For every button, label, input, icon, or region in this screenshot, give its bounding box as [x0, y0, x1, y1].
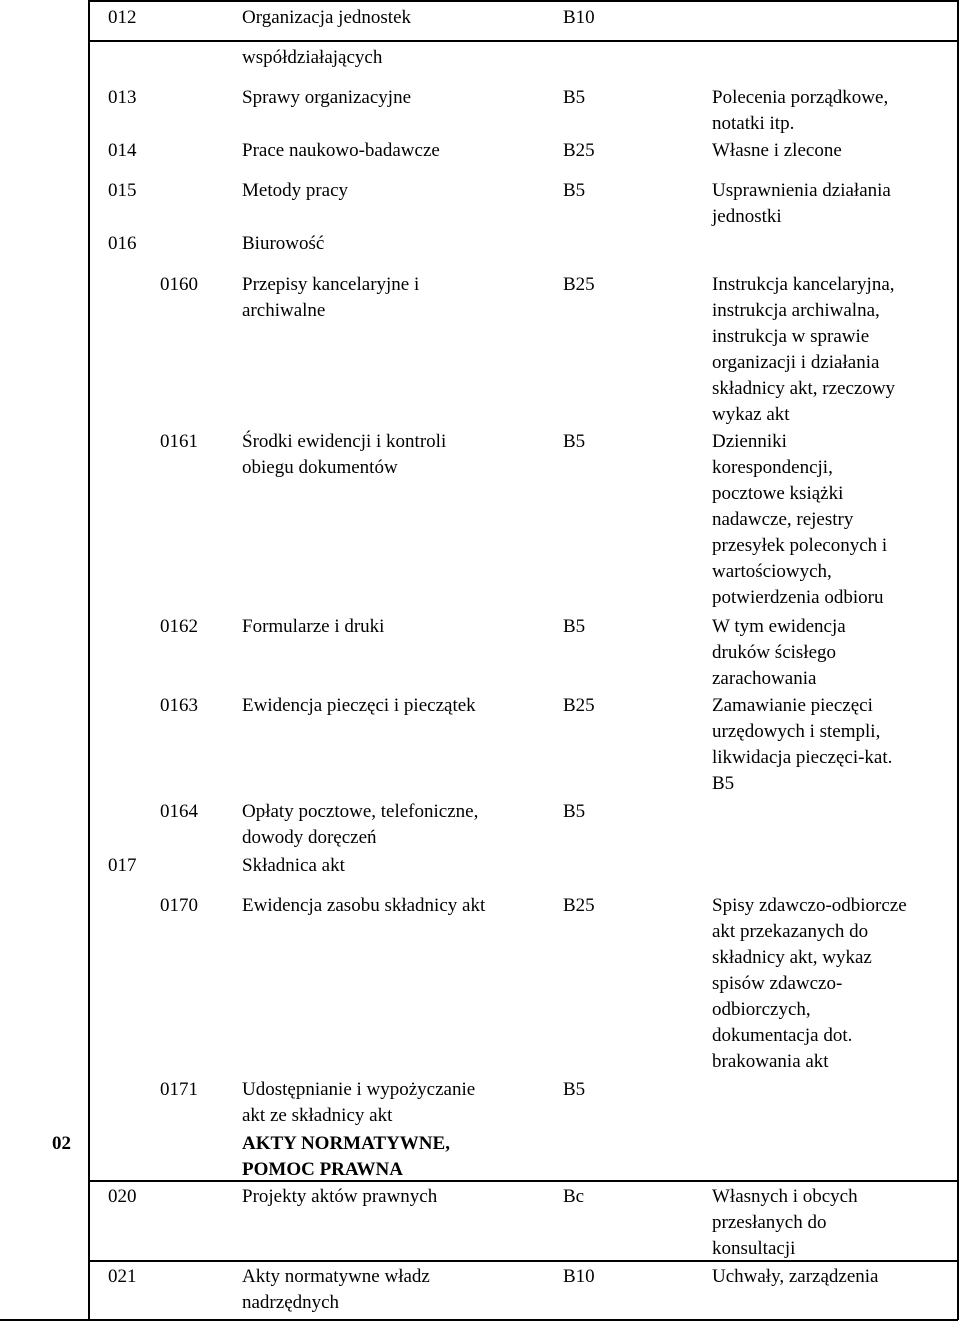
row-title: dowody doręczeń: [242, 827, 377, 848]
row-code: 0163: [160, 695, 198, 716]
row-note: korespondencji,: [712, 457, 833, 478]
row-note: Polecenia porządkowe,: [712, 87, 889, 108]
row-note: spisów zdawczo-: [712, 973, 843, 994]
row-note: wartościowych,: [712, 561, 832, 582]
row-code: 021: [108, 1266, 137, 1287]
row-note: W tym ewidencja: [712, 616, 846, 637]
row-note: instrukcja w sprawie: [712, 326, 870, 347]
row-code: 020: [108, 1186, 137, 1207]
row-category: B25: [563, 274, 595, 295]
row-code: 014: [108, 140, 137, 161]
row-category: B5: [563, 431, 586, 452]
row-code: 0160: [160, 274, 198, 295]
row-note: Spisy zdawczo-odbiorcze: [712, 895, 907, 916]
row-title: Formularze i druki: [242, 616, 385, 637]
row-title: Opłaty pocztowe, telefoniczne,: [242, 801, 479, 822]
table-rule: [88, 1180, 958, 1182]
row-title: współdziałających: [242, 47, 383, 68]
table-rule: [88, 1260, 958, 1262]
row-note: dokumentacja dot.: [712, 1025, 853, 1046]
row-title: Akty normatywne władz: [242, 1266, 430, 1287]
row-category: B5: [563, 180, 586, 201]
row-note: akt przekazanych do: [712, 921, 869, 942]
row-category: B25: [563, 140, 595, 161]
row-category: B5: [563, 87, 586, 108]
row-note: Uchwały, zarządzenia: [712, 1266, 879, 1287]
row-title: Ewidencja zasobu składnicy akt: [242, 895, 486, 916]
row-note: przesyłek poleconych i: [712, 535, 888, 556]
row-title: POMOC PRAWNA: [242, 1159, 403, 1180]
row-title: AKTY NORMATYWNE,: [242, 1133, 450, 1154]
row-title: Składnica akt: [242, 855, 345, 876]
row-note: likwidacja pieczęci-kat.: [712, 747, 893, 768]
row-category: B10: [563, 1266, 595, 1287]
row-note: składnicy akt, rzeczowy: [712, 378, 896, 399]
row-note: notatki itp.: [712, 113, 795, 134]
row-note: jednostki: [712, 206, 782, 227]
row-note: przesłanych do: [712, 1212, 827, 1233]
row-note: konsultacji: [712, 1238, 796, 1259]
row-code: 016: [108, 233, 137, 254]
row-title: Przepisy kancelaryjne i: [242, 274, 420, 295]
row-category: B5: [563, 801, 586, 822]
row-code: 0171: [160, 1079, 198, 1100]
row-note: brakowania akt: [712, 1051, 829, 1072]
row-code: 0164: [160, 801, 198, 822]
row-note: Dzienniki: [712, 431, 787, 452]
row-note: urzędowych i stempli,: [712, 721, 881, 742]
row-note: odbiorczych,: [712, 999, 811, 1020]
row-note: wykaz akt: [712, 404, 790, 425]
row-category: B5: [563, 616, 586, 637]
row-title: obiegu dokumentów: [242, 457, 398, 478]
row-title: Udostępnianie i wypożyczanie: [242, 1079, 476, 1100]
row-title: Projekty aktów prawnych: [242, 1186, 438, 1207]
row-note: zarachowania: [712, 668, 817, 689]
row-category: B25: [563, 695, 595, 716]
row-code: 0170: [160, 895, 198, 916]
row-note: pocztowe książki: [712, 483, 844, 504]
table-rule: [88, 0, 958, 2]
row-note: Własnych i obcych: [712, 1186, 858, 1207]
row-title: Prace naukowo-badawcze: [242, 140, 440, 161]
row-category: B10: [563, 7, 595, 28]
row-note: nadawcze, rejestry: [712, 509, 854, 530]
row-code: 02: [52, 1133, 71, 1154]
row-note: składnicy akt, wykaz: [712, 947, 872, 968]
row-title: Sprawy organizacyjne: [242, 87, 412, 108]
row-title: akt ze składnicy akt: [242, 1105, 393, 1126]
row-note: organizacji i działania: [712, 352, 880, 373]
row-title: Środki ewidencji i kontroli: [242, 431, 447, 452]
row-code: 017: [108, 855, 137, 876]
row-code: 0162: [160, 616, 198, 637]
row-category: Bc: [563, 1186, 585, 1207]
row-note: Instrukcja kancelaryjna,: [712, 274, 895, 295]
table-rule: [88, 0, 90, 1320]
row-note: druków ścisłego: [712, 642, 837, 663]
row-category: B5: [563, 1079, 586, 1100]
row-category: B25: [563, 895, 595, 916]
row-code: 012: [108, 7, 137, 28]
row-note: instrukcja archiwalna,: [712, 300, 880, 321]
table-rule: [957, 0, 959, 1320]
row-note: B5: [712, 773, 735, 794]
row-title: Ewidencja pieczęci i pieczątek: [242, 695, 476, 716]
row-code: 015: [108, 180, 137, 201]
table-rule: [0, 1319, 958, 1321]
row-note: Zamawianie pieczęci: [712, 695, 873, 716]
row-code: 013: [108, 87, 137, 108]
row-code: 0161: [160, 431, 198, 452]
row-title: Biurowość: [242, 233, 325, 254]
row-note: Własne i zlecone: [712, 140, 842, 161]
row-title: archiwalne: [242, 300, 326, 321]
row-title: nadrzędnych: [242, 1292, 340, 1313]
row-note: Usprawnienia działania: [712, 180, 891, 201]
row-note: potwierdzenia odbioru: [712, 587, 884, 608]
row-title: Metody pracy: [242, 180, 349, 201]
table-rule: [88, 40, 958, 42]
row-title: Organizacja jednostek: [242, 7, 411, 28]
